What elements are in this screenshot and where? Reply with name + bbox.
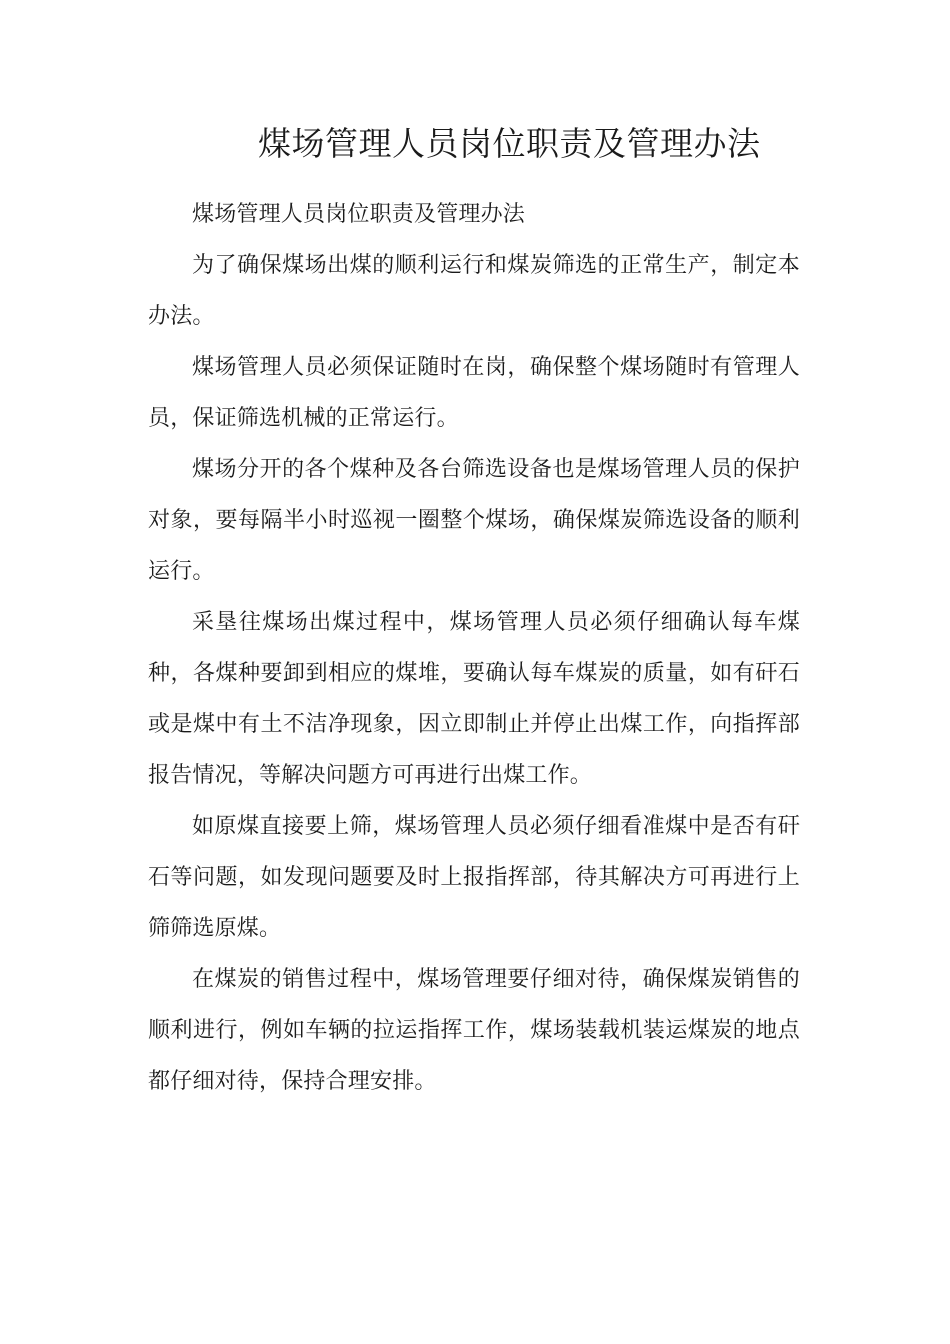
paragraph-subtitle: 煤场管理人员岗位职责及管理办法 xyxy=(192,202,526,227)
paragraph-coal-output: 采垦往煤场出煤过程中，煤场管理人员必须仔细确认每车煤种，各煤种要卸到相应的煤堆，要确认每车煤炭的质量，如有矸石或是煤中有土不洁净现象，因立即制止并停止出煤工作，向指挥部报告情况，等解决问题方可再进行出煤工作。 xyxy=(148,610,800,788)
paragraph-on-duty: 煤场管理人员必须保证随时在岗，确保整个煤场随时有管理人员，保证筛选机械的正常运行。 xyxy=(148,355,800,431)
paragraph-inspection: 煤场分开的各个煤种及各台筛选设备也是煤场管理人员的保护对象，要每隔半小时巡视一圈整个煤场，确保煤炭筛选设备的顺利运行。 xyxy=(148,457,800,584)
document-body xyxy=(148,189,800,1107)
document-title: 煤场管理人员岗位职责及管理办法 xyxy=(258,124,761,163)
paragraph-screening: 如原煤直接要上筛，煤场管理人员必须仔细看准煤中是否有矸石等问题，如发现问题要及时上报指挥部，待其解决方可再进行上筛筛选原煤。 xyxy=(148,814,800,941)
paragraph-sales: 在煤炭的销售过程中，煤场管理要仔细对待，确保煤炭销售的顺利进行，例如车辆的拉运指挥工作，煤场装载机装运煤炭的地点都仔细对待，保持合理安排。 xyxy=(148,967,800,1094)
paragraph-purpose: 为了确保煤场出煤的顺利运行和煤炭筛选的正常生产，制定本办法。 xyxy=(148,253,800,329)
